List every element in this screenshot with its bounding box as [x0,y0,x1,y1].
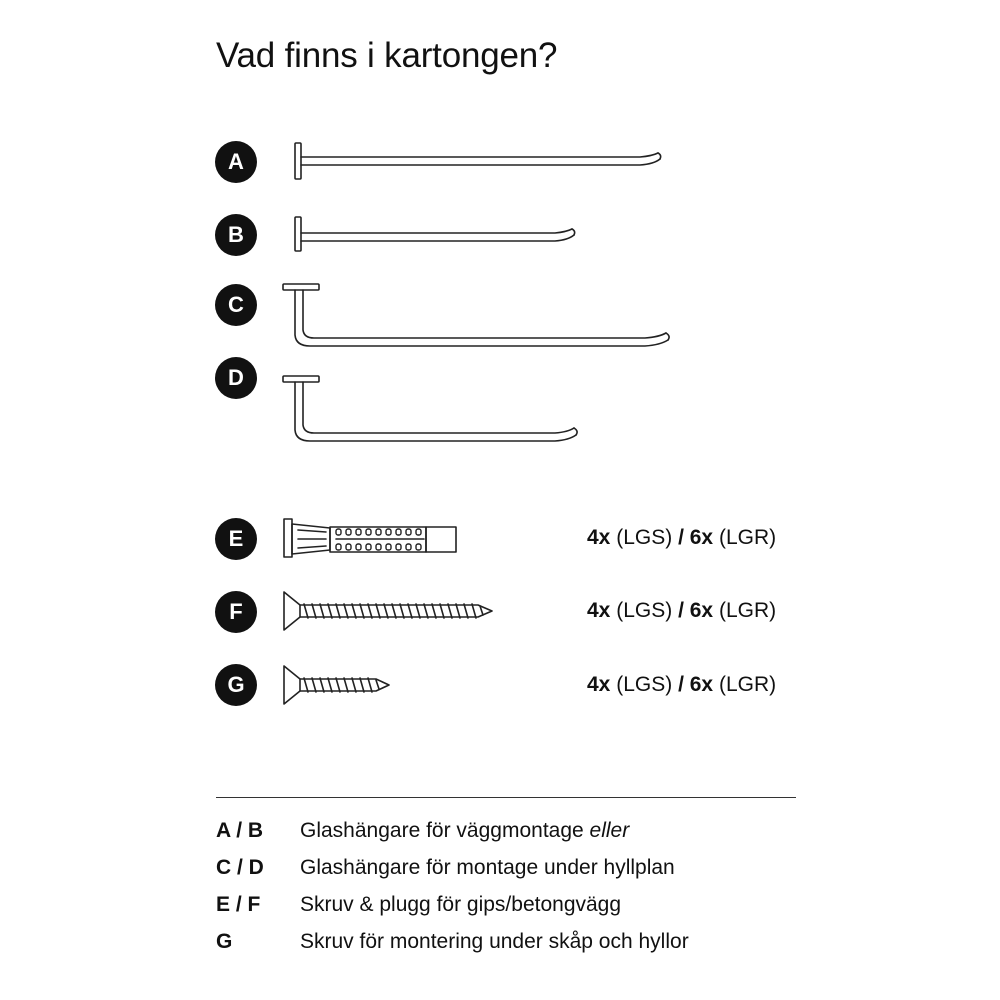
part-badge-f: F [215,591,257,633]
part-badge-d: D [215,357,257,399]
legend-key: C / D [216,856,264,879]
long-screw-icon [284,592,492,630]
straight-hanger-long-icon [295,143,661,179]
short-screw-icon [284,666,389,704]
quantity-g: 4x (LGS) / 6x (LGR) [587,673,777,696]
wall-plug-icon [284,519,456,557]
legend-desc: Skruv & plugg för gips/betongvägg [300,893,622,916]
legend-row [216,856,675,880]
bent-hanger-short-icon [283,376,577,441]
part-badge-e: E [215,518,257,560]
legend-desc: Skruv för montering under skåp och hyllor [300,930,689,953]
divider [216,797,796,798]
quantity-e: 4x (LGS) / 6x (LGR) [587,526,777,549]
part-badge-g: G [215,664,257,706]
bent-hanger-long-icon [283,284,669,346]
straight-hanger-short-icon [295,217,575,251]
legend-row [216,819,629,843]
legend-row [216,930,689,954]
legend-key: G [216,930,233,953]
part-badge-c: C [215,284,257,326]
page-title: Vad finns i kartongen? [216,36,558,75]
legend-row [216,893,621,917]
part-badge-b: B [215,214,257,256]
part-badge-a: A [215,141,257,183]
legend-desc-italic: eller [589,819,630,842]
legend-key: A / B [216,819,264,842]
legend-desc: Glashängare för montage under hyllplan [300,856,675,879]
legend-desc: Glashängare för väggmontage [300,819,584,842]
legend-key: E / F [216,893,261,916]
quantity-f: 4x (LGS) / 6x (LGR) [587,599,777,622]
